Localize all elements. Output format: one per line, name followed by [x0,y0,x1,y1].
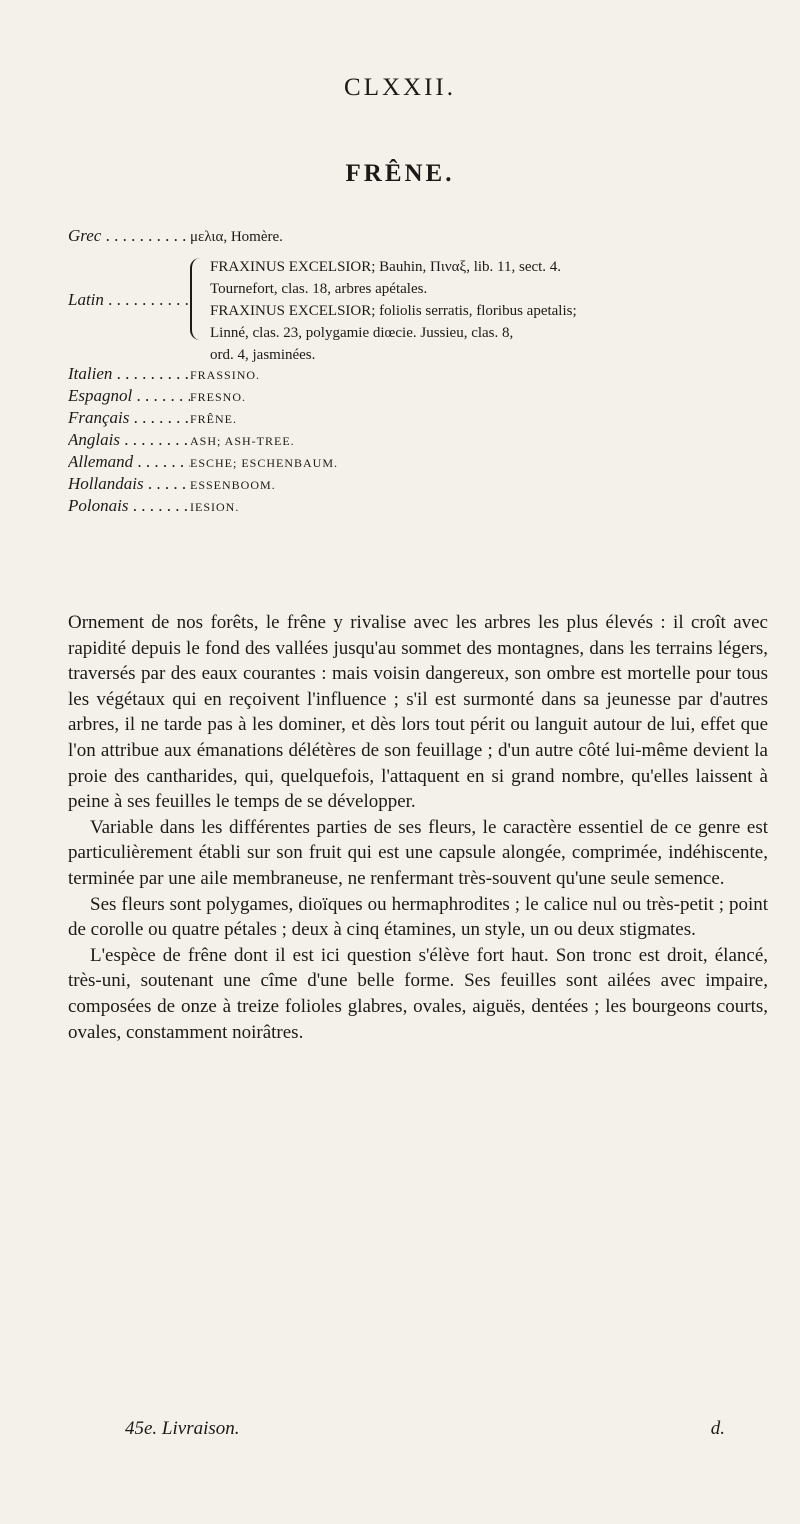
name-value: FRASSINO. [190,368,261,382]
issue-number: 45e. Livraison. [125,1418,240,1439]
name-row-francais [68,408,768,430]
page-title: FRÊNE. [345,160,455,187]
name-row-hollandais [68,474,768,496]
language-label: Grec . . . [68,226,190,246]
name-value: ESCHE; ESCHENBAUM. [190,456,339,470]
name-row-italien [68,364,768,386]
language-label: Polonais . . . [68,496,190,516]
chapter-number: CLXXII. [344,74,456,101]
name-row-anglais [68,430,768,452]
name-value: FRÊNE. [190,412,238,426]
paragraph: L'espèce de frêne dont il est ici question s'élève fort haut. Son tronc est droit, élancé, très-uni, soutenant une cîme d'une belle forme. Ses feuilles sont ailées avec impaire, composées de onze à treize folioles glabres, ovales, aiguës, dentées ; les bourgeons courts, ovales, constamment noirâtres. [68,944,768,1043]
latin-line: FRAXINUS EXCELSIOR; Bauhin, Πιναξ, lib. 11, sect. 4. [210,259,562,275]
language-label: Français . . . [68,408,190,428]
latin-line: ord. 4, jasminées. [210,347,316,363]
name-row-latin [68,256,768,364]
language-label: Latin . . . [68,290,190,310]
page-footer [125,1418,725,1440]
language-label: Italien . . . [68,364,190,384]
latin-line: Tournefort, clas. 18, arbres apétales. [210,281,428,297]
latin-line: FRAXINUS EXCELSIOR; foliolis serratis, floribus apetalis; [210,303,577,319]
vernacular-names [68,226,768,518]
brace-icon [190,258,204,340]
name-row-allemand [68,452,768,474]
name-row-polonais [68,496,768,518]
paragraph: Ornement de nos forêts, le frêne y rivalise avec les arbres les plus élevés : il croît avec rapidité depuis le fond des vallées jusqu'au sommet des montagnes, dans les terrains légers, traversés par des eaux courantes : mais voisin dangereux, son ombre est mortelle pour tous les végétaux qui en reçoivent l'influence ; s'il est surmonté dans sa jeunesse par d'autres arbres, il ne tarde pas à les dominer, et dès lors tout périt ou languit autour de lui, effet que l'on attribue aux émanations délétères de son feuillage ; d'un autre côté lui-même devient la proie des cantharides, qui, quelquefois, l'attaquent en si grand nombre, qu'elles laissent à peine à ses feuilles le temps de se développer. [68,612,768,813]
name-value: IESION. [190,500,240,514]
description-text [68,610,768,1045]
name-value: FRESNO. [190,390,247,404]
latin-names [210,256,768,366]
latin-line: Linné, clas. 23, polygamie diœcie. Jussieu, clas. 8, [210,325,514,341]
name-row-grec [68,226,768,256]
name-row-espagnol [68,386,768,408]
language-label: Anglais . . . [68,430,190,450]
name-value: ESSENBOOM. [190,478,276,492]
language-label: Allemand . . . [68,452,190,472]
name-value: ASH; ASH-TREE. [190,434,295,448]
language-label: Hollandais . . . [68,474,190,494]
paragraph: Ses fleurs sont polygames, dioïques ou hermaphrodites ; le calice nul ou très-petit ; point de corolle ou quatre pétales ; deux à cinq étamines, un style, un ou deux stigmates. [68,893,768,941]
language-label: Espagnol . . . [68,386,190,406]
paragraph: Variable dans les différentes parties de ses fleurs, le caractère essentiel de ce genre est particulièrement établi sur son fruit qui est une capsule alongée, comprimée, indéhiscente, terminée par une aile membraneuse, ne renfermant très-souvent qu'une seule semence. [68,816,768,889]
signature-mark: d. [710,1418,725,1439]
name-value: μελια, Homère. [190,229,283,245]
